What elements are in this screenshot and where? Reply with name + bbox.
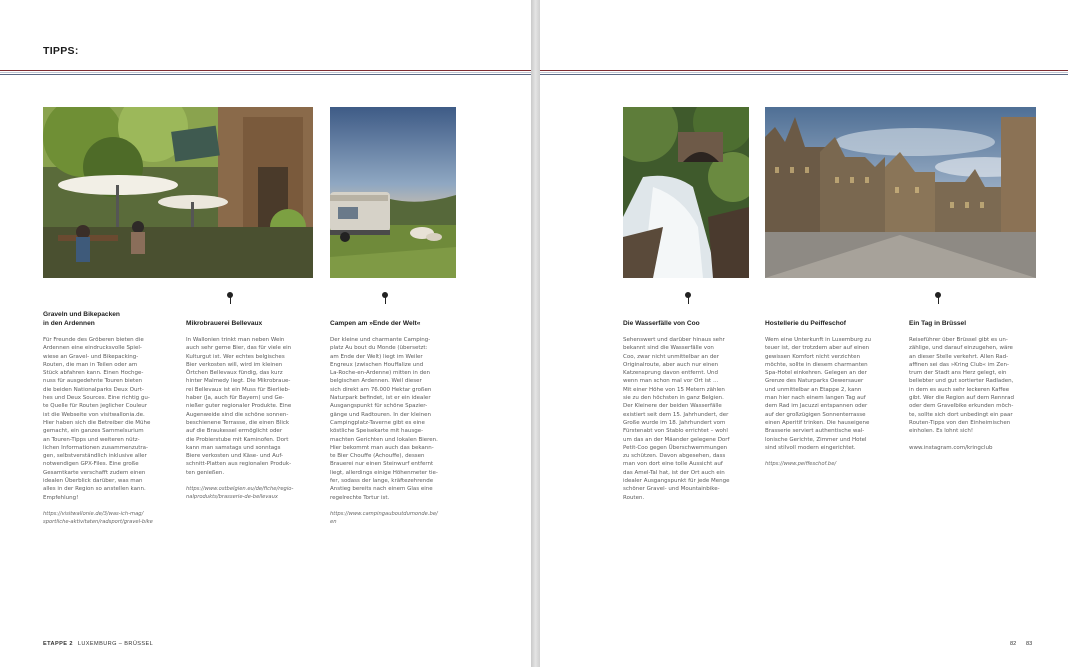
page-number-right: 83 — [1026, 641, 1033, 647]
tip-body: Der kleine und charmante Camping- platz Au bout du Monde (übersetzt: am Ende der Welt) liegt im Weiler Engreux (zwischen Houffalize und La-Roche-en-Ardenne) mitten in den belgischen Ardennen. Weil dieser sich direkt am 76.000 Hektar großen Naturpark befindet, ist er ein idealer Ausgangspunkt für schöne Spazier- gänge und Radtouren. In der kleinen Campingplatz-Taverne gibt es eine köstliche Speisekarte mit hausge- machten Gerichten und lokalen Bieren. Hier bekommt man auch das bekann- te Bier Chouffe (Achouffe), dessen Brauerei nur einen Steinwurf entfernt liegt, allerdings einige Höhenmeter tie- fer, sodass der lange, kräftezehrende Anstieg bereits nach einem Glas eine regelrechte Tortur ist. — [330, 337, 438, 501]
tip-column-hotel — [765, 319, 887, 468]
tip-body: Für Freunde des Gröberen bieten die Ardennen eine eindrucksvolle Spiel- wiese an Gravel- und Bikepacking- Routen, die man in Teilen oder am Stück abfahren kann. Einen Hochge- nuss für ausgedehnte Touren bieten die beiden Nationalparks Deux Ourt- hes und Deux Sources. Eine richtig gu- te Quelle für Routen jeglicher Couleur ist die Webseite von visitwallonia.de. Hier haben sich die Betreiber die Mühe gemacht, ein ganzes Sammelsurium an Touren-Tipps und weiteren nütz- lichen Informationen zusammenzutra- gen, selbstverständlich inklusive aller notwendigen GPX-Files. Eine große Gesamtkarte verschafft zudem einen idealen Überblick darüber, was man alles in der Region so anstellen kann. Empfehlung! — [43, 337, 151, 501]
tip-extra[interactable]: www.instagram.com/kringclub — [909, 444, 993, 451]
photo-campsite — [330, 107, 456, 278]
page-footer — [43, 641, 153, 647]
tip-column-gravel — [43, 310, 165, 527]
header-rules — [540, 70, 1068, 76]
footer-stage: ETAPPE 2 — [43, 641, 73, 647]
pin-icon — [683, 292, 693, 304]
photo-waterfall — [623, 107, 749, 278]
tip-link[interactable]: https://www.campingauboutdumonde.be/ en — [330, 510, 438, 526]
tip-column-brewery — [186, 319, 308, 502]
pin-icon — [933, 292, 943, 304]
tip-title: Campen am »Ende der Welt« — [330, 320, 421, 327]
section-heading: TIPPS: — [43, 45, 79, 57]
page-number-left: 82 — [1010, 641, 1017, 647]
tip-title: Hostellerie du Peiffeschof — [765, 320, 846, 327]
tip-title: Die Wasserfälle von Coo — [623, 320, 700, 327]
tip-body: Sehenswert und darüber hinaus sehr bekannt sind die Wasserfälle von Coo, zwar nicht unmittelbar an der Originalroute, aber auch nur einen Katzensprung davon entfernt. Und wenn man schon mal vor Ort ist … Mit einer Höhe von 15 Metern zählen sie zu den höchsten in ganz Belgien. Der Kleinere der beiden Wasserfälle existiert seit dem 15. Jahrhundert, der Große wurde im 18. Jahrhundert vom Fürstenabt von Stablo errichtet – wohl um das an der Mäander gelegene Dorf Petit-Coo gegen Überschwemmungen zu schützen. Davon abgesehen, dass man von dort eine tolle Aussicht auf das Amel-Tal hat, ist der Ort auch ein idealer Ausgangspunkt für jede Menge schöner Gravel- und Mountainbike- Routen. — [623, 337, 730, 501]
tip-link[interactable]: https://visitwallonie.de/3/was-ich-mag/ sportliche-aktivitaten/radsport/gravel-bike — [43, 510, 153, 526]
footer-route: LUXEMBURG – BRÜSSEL — [77, 641, 154, 647]
tip-title: Graveln und Bikepacken in den Ardennen — [43, 311, 120, 327]
tip-column-brussels — [909, 319, 1035, 452]
right-page — [540, 0, 1068, 667]
tip-title: Ein Tag in Brüssel — [909, 320, 967, 327]
page-gutter — [531, 0, 540, 667]
header-rules — [0, 70, 531, 76]
pin-icon — [225, 292, 235, 304]
tip-column-waterfalls — [623, 319, 745, 502]
tip-body: Reiseführer über Brüssel gibt es un- zählige, und darauf einzugehen, wäre an dieser Stelle verkehrt. Allen Rad- affinen sei das »Kring Club« im Zen- trum der Stadt ans Herz gelegt, ein beliebter und gut sortierter Radladen, in dem es auch sehr leckeren Kaffee gibt. Wer die Region auf dem Rennrad oder dem Gravelbike erkunden möch- te, sollte sich dort unbedingt ein paar Routen-Tipps von den Einheimischen einholen. Es lohnt sich! — [909, 337, 1014, 435]
tip-title: Mikrobrauerei Bellevaux — [186, 320, 263, 327]
left-page — [0, 0, 531, 667]
photo-beer-garden — [43, 107, 313, 278]
photo-brussels — [765, 107, 1036, 278]
tip-link[interactable]: https://www.ostbelgien.eu/de/fiche/regio- nalprodukts/brasserie-de-bellevaux — [186, 486, 294, 501]
tip-link[interactable]: https://www.peiffeschof.be/ — [765, 461, 837, 468]
tip-column-camping — [330, 319, 452, 527]
tip-body: In Wallonien trinkt man neben Wein auch sehr gerne Bier, das für viele ein Kulturgut ist. Wer echtes belgisches Bier verkosten will, wird im kleinen Örtchen Bellevaux fündig, das kurz hinter Malmedy liegt. Die Mikrobraue- rei Bellevaux ist ein Muss für Bierlieb- haber (Ja, auch für Bayern) und Ge- nießer guter regionaler Produkte. Eine Augenweide sind die schöne sonnen- beschienene Terrasse, die einen Blick auf die Braukessel ermöglicht oder die Probierstube mit Kaminofen. Dort kann man samstags und sonntags Biere verkosten und Käse- und Auf- schnitt-Platten aus regionalen Produk- ten genießen. — [186, 337, 292, 476]
tip-body: Wem eine Unterkunft in Luxemburg zu teuer ist, der trotzdem aber auf einen gewissen Komfort nicht verzichten möchte, sollte in diesem charmanten Spa-Hotel einkehren. Gelegen an der Grenze des Naturparks Oewersauer und unmittelbar an Etappe 2, kann man hier nach einem langen Tag auf dem Rad im Jacuzzi entspannen oder auf der großzügigen Sonnenterrasse einen Aperitif trinken. Die hauseigene Brasserie serviert authentische wal- lonische Gerichte, Zimmer und Hotel sind stilvoll modern eingerichtet. — [765, 337, 871, 451]
pin-icon — [380, 292, 390, 304]
